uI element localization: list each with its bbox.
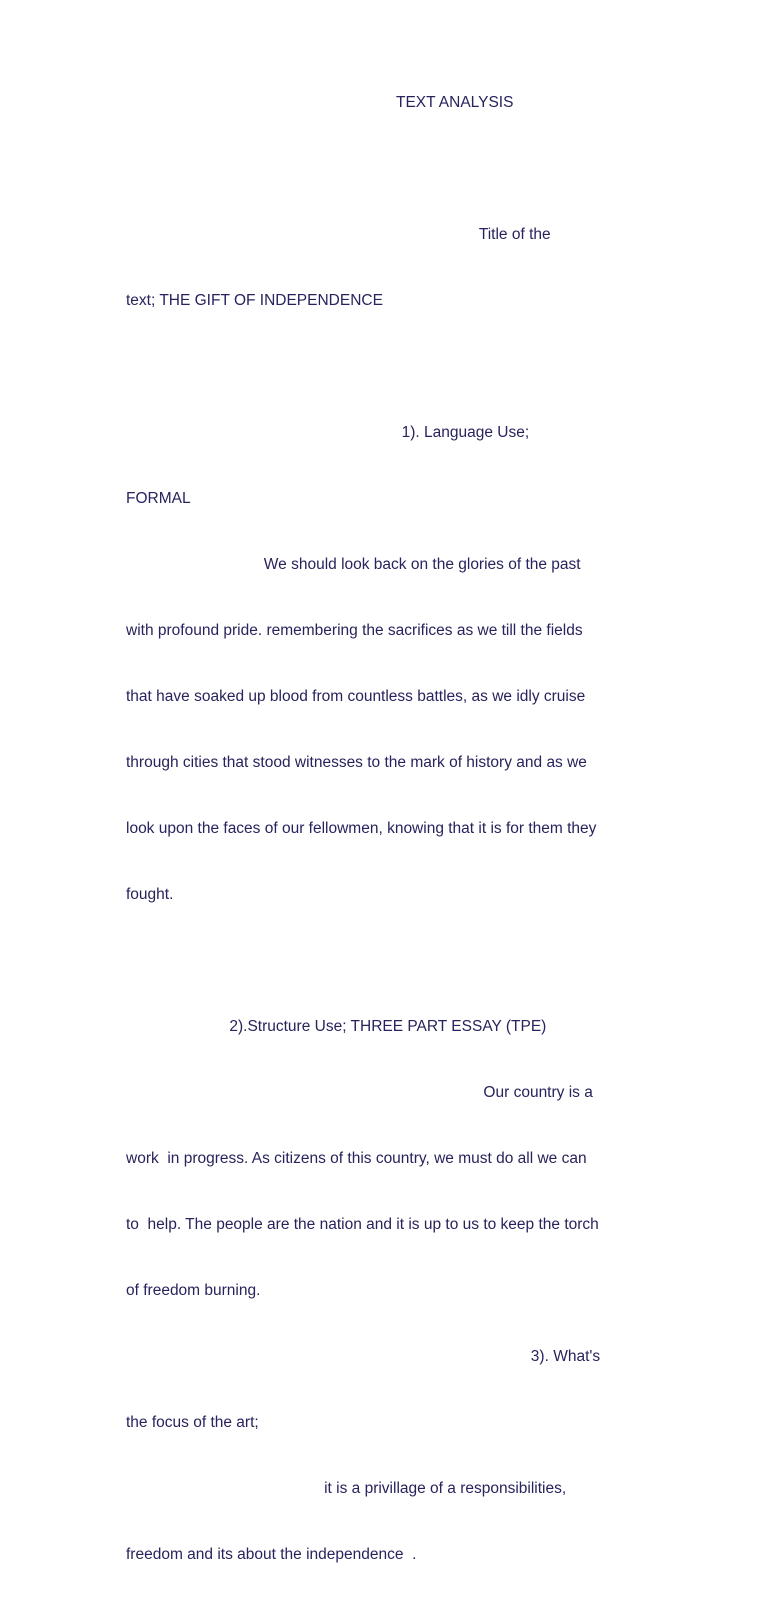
- body-line: the focus of the art;: [126, 1414, 259, 1431]
- body-line: Our country is a: [126, 1084, 593, 1101]
- body-line: [126, 158, 646, 180]
- body-line: Title of the: [126, 226, 551, 243]
- document-title: TEXT ANALYSIS: [396, 94, 514, 111]
- body-line: look upon the faces of our fellowmen, knowing that it is for them they: [126, 820, 597, 837]
- body-line: fought.: [126, 886, 174, 903]
- body-line: that have soaked up blood from countless battles, as we idly cruise: [126, 688, 586, 705]
- body-line: of freedom burning.: [126, 1282, 261, 1299]
- body-line: We should look back on the glories of the past: [126, 556, 581, 573]
- body-line: text; THE GIFT OF INDEPENDENCE: [126, 292, 383, 309]
- body-line: to help. The people are the nation and it is up to us to keep the torch: [126, 1216, 599, 1233]
- body-line: with profound pride. remembering the sacrifices as we till the fields: [126, 622, 583, 639]
- body-line: it is a privillage of a responsibilities,: [126, 1480, 567, 1497]
- body-line: [126, 356, 646, 378]
- body-line: work in progress. As citizens of this country, we must do all we can: [126, 1150, 587, 1167]
- body-line: [126, 950, 646, 972]
- body-line: freedom and its about the independence .: [126, 1546, 417, 1563]
- body-line: 1). Language Use;: [126, 424, 530, 441]
- document-body: [126, 114, 646, 1610]
- body-line: 3). What's: [126, 1348, 601, 1365]
- body-line: FORMAL: [126, 490, 191, 507]
- body-line: through cities that stood witnesses to the mark of history and as we: [126, 754, 587, 771]
- body-line: 2).Structure Use; THREE PART ESSAY (TPE): [126, 1018, 547, 1035]
